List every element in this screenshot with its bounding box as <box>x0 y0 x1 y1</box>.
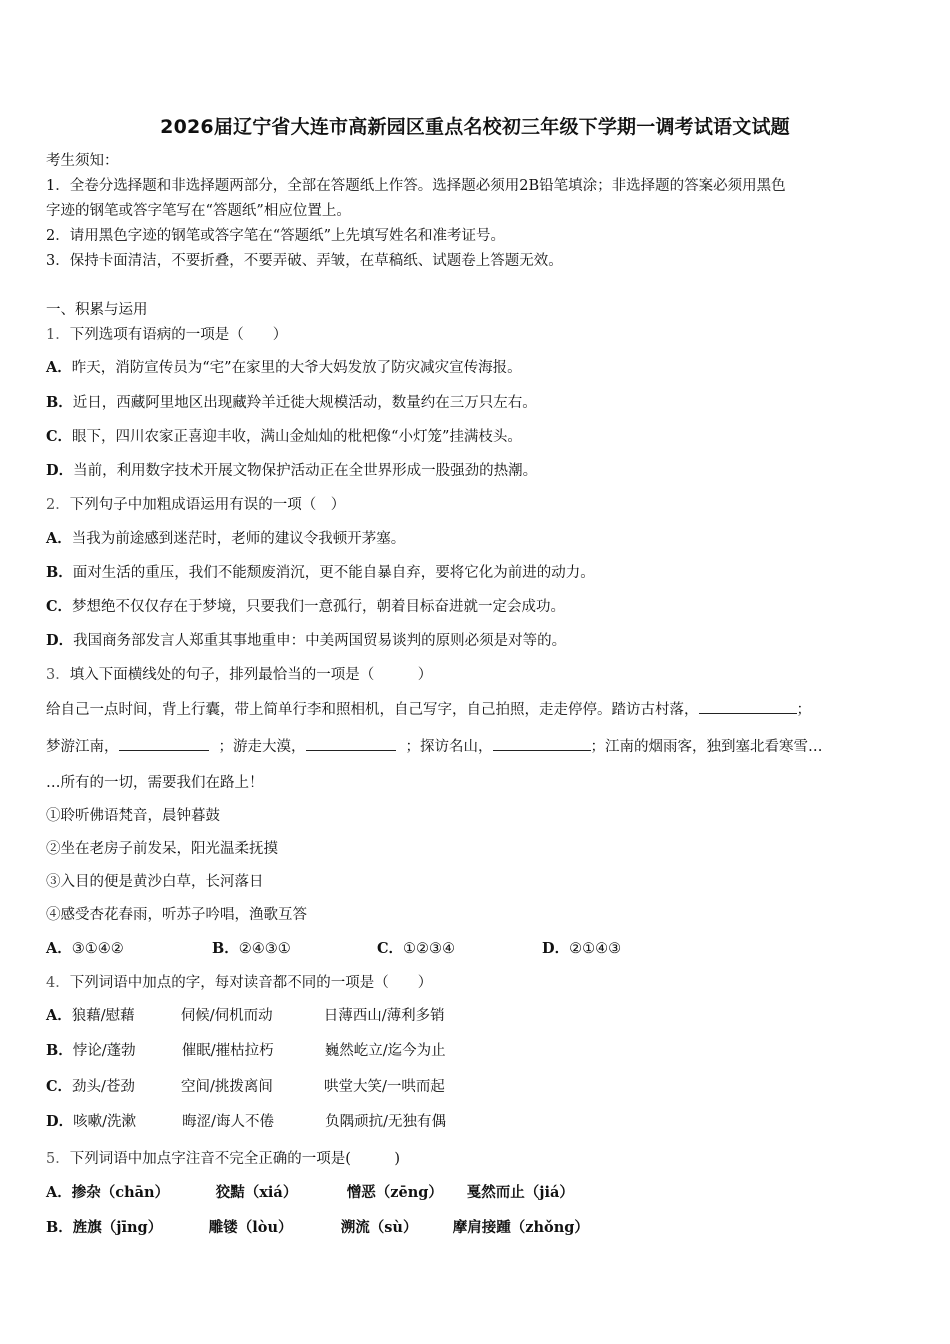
option-text: 当我为前途感到迷茫时，老师的建议令我顿开茅塞。 <box>71 531 406 547</box>
question-3-stem <box>46 665 432 685</box>
question-3-option-d <box>542 939 621 959</box>
question-2-option-c <box>46 597 565 617</box>
word-pinyin: 摩肩接踵（zhǒng） <box>452 1219 589 1236</box>
option-label: C． <box>46 428 73 445</box>
passage-text: ；探访名山， <box>405 739 493 755</box>
option-label: B． <box>212 940 239 957</box>
option-text: 昨天，消防宣传员为“宅”在家里的大爷大妈发放了防灾减灾宣传海报。 <box>71 360 522 376</box>
section-heading: 一、积累与运用 <box>46 302 148 318</box>
option-label: C． <box>46 598 73 615</box>
passage-text: ； <box>796 702 811 718</box>
question-3-sentence-4: ④感受杏花春雨，听苏子吟唱，渔歌互答 <box>46 907 307 923</box>
notice-item-1-line-2: 字迹的钢笔或答字笔写在“答题纸”相应位置上。 <box>46 203 351 219</box>
question-3-sentence-1: ①聆听佛语梵音，晨钟暮鼓 <box>46 808 220 824</box>
word-pair: 劲头/苍劲 <box>72 1079 135 1095</box>
word-pair: 哄堂大笑/一哄而起 <box>324 1079 445 1095</box>
option-label: A． <box>46 1007 72 1024</box>
passage-text: 给自己一点时间，背上行囊，带上简单行李和照相机，自己写字，自己拍照，走走停停。踏访古村落， <box>46 702 699 718</box>
option-text: ③①④② <box>71 941 124 957</box>
option-text: 梦想绝不仅仅存在于梦境，只要我们一意孤行，朝着目标奋进就一定会成功。 <box>72 599 566 615</box>
question-1-option-c <box>46 427 522 447</box>
answer-blank[interactable] <box>699 699 797 714</box>
option-text: ②④③① <box>238 941 291 957</box>
option-label: A． <box>46 940 72 957</box>
question-4-option-d <box>46 1112 446 1132</box>
question-3-passage-line-1 <box>46 699 811 720</box>
word-pair: 狼藉/慰藉 <box>71 1008 135 1024</box>
question-3-option-a <box>46 939 212 959</box>
question-5-stem <box>46 1149 400 1169</box>
notice-item-2: 2．请用黑色字迹的钢笔或答字笔在“答题纸”上先填写姓名和准考证号。 <box>46 228 506 244</box>
option-text: 眼下，四川农家正喜迎丰收，满山金灿灿的枇杷像“小灯笼”挂满枝头。 <box>72 429 522 445</box>
word-pinyin: 溯流（sù） <box>340 1219 418 1236</box>
question-5-option-a <box>46 1183 574 1203</box>
word-pair: 伺候/伺机而动 <box>180 1008 273 1024</box>
question-text: 下列词语中加点的字，每对读音都不同的一项是（ ） <box>69 975 433 991</box>
question-1-option-d <box>46 461 537 481</box>
option-label: D． <box>46 462 74 479</box>
option-text: ②①④③ <box>569 941 622 957</box>
word-pair: 空间/挑拨离间 <box>181 1079 273 1095</box>
word-pair: 负隅顽抗/无独有偶 <box>325 1114 446 1130</box>
answer-blank[interactable] <box>119 736 209 751</box>
option-label: B． <box>46 394 73 411</box>
option-label: B． <box>46 564 73 581</box>
word-pinyin: 戛然而止（jiá） <box>466 1184 574 1201</box>
option-text: 我国商务部发言人郑重其事地重申：中美两国贸易谈判的原则必须是对等的。 <box>73 633 567 649</box>
word-pair: 巍然屹立/迄今为止 <box>324 1043 446 1059</box>
option-label: B． <box>46 1219 73 1236</box>
question-3-sentence-3: ③入目的便是黄沙白草，长河落日 <box>46 874 264 890</box>
question-1-option-b <box>46 393 537 413</box>
word-pinyin: 狡黠（xiá） <box>215 1184 298 1201</box>
word-pair: 咳嗽/洗漱 <box>73 1114 136 1130</box>
question-number: 2． <box>46 497 70 513</box>
question-4-option-a <box>46 1006 445 1026</box>
question-text: 填入下面横线处的句子，排列最恰当的一项是（ ） <box>69 667 433 683</box>
word-pinyin: 旌旗（jīng） <box>72 1219 163 1236</box>
page-title: 2026届辽宁省大连市高新园区重点名校初三年级下学期一调考试语文试题 <box>160 116 790 138</box>
question-number: 5． <box>46 1151 70 1167</box>
notice-heading: 考生须知： <box>46 153 119 169</box>
option-label: A． <box>46 359 72 376</box>
option-label: C． <box>46 1078 73 1095</box>
question-number: 3． <box>46 667 70 683</box>
question-3-option-c <box>377 939 542 959</box>
option-label: D． <box>46 632 74 649</box>
word-pinyin: 雕镂（lòu） <box>208 1219 293 1236</box>
option-label: D． <box>542 940 570 957</box>
answer-blank[interactable] <box>493 736 591 751</box>
word-pair: 晦涩/诲人不倦 <box>182 1114 274 1130</box>
question-2-stem <box>46 495 345 515</box>
question-text: 下列词语中加点字注音不完全正确的一项是( ) <box>69 1151 401 1167</box>
question-3-passage-line-3: …所有的一切，需要我们在路上！ <box>46 775 264 791</box>
question-3-option-b <box>212 939 377 959</box>
notice-item-3: 3．保持卡面清洁，不要折叠，不要弄破、弄皱，在草稿纸、试题卷上答题无效。 <box>46 253 563 269</box>
option-label: B． <box>46 1042 73 1059</box>
answer-blank[interactable] <box>306 736 396 751</box>
question-text: 下列句子中加粗成语运用有误的一项（ ） <box>69 497 346 513</box>
word-pair: 催眠/摧枯拉朽 <box>181 1043 274 1059</box>
question-3-passage-line-2 <box>46 736 823 757</box>
question-2-option-d <box>46 631 566 651</box>
option-text: 面对生活的重压，我们不能颓废消沉，更不能自暴自弃，要将它化为前进的动力。 <box>72 565 595 581</box>
passage-text: ；江南的烟雨客，独到塞北看寒雪… <box>590 739 823 755</box>
question-2-option-a <box>46 529 405 549</box>
question-5-option-b <box>46 1218 589 1238</box>
word-pair: 悖论/蓬勃 <box>72 1043 136 1059</box>
word-pinyin: 掺杂（chān） <box>71 1184 170 1201</box>
question-4-stem <box>46 973 432 993</box>
option-text: 近日，西藏阿里地区出现藏羚羊迁徙大规模活动，数量约在三万只左右。 <box>72 395 537 411</box>
passage-text: 梦游江南， <box>46 739 119 755</box>
notice-item-1-line-1: 1．全卷分选择题和非选择题两部分，全部在答题纸上作答。选择题必须用2B铅笔填涂；非选择题的答案必须用黑色 <box>46 178 786 194</box>
option-label: A． <box>46 1184 72 1201</box>
question-3-sentence-2: ②坐在老房子前发呆，阳光温柔抚摸 <box>46 841 278 857</box>
word-pair: 日薄西山/薄利多销 <box>323 1008 445 1024</box>
question-number: 1． <box>46 327 70 343</box>
option-text: ①②③④ <box>403 941 456 957</box>
option-label: C． <box>377 940 404 957</box>
question-2-option-b <box>46 563 595 583</box>
word-pinyin: 憎恶（zēng） <box>346 1184 443 1201</box>
question-number: 4． <box>46 975 70 991</box>
passage-text: ；游走大漠， <box>218 739 306 755</box>
question-4-option-c <box>46 1077 445 1097</box>
option-label: A． <box>46 530 72 547</box>
question-text: 下列选项有语病的一项是（ ） <box>69 327 288 343</box>
option-label: D． <box>46 1113 74 1130</box>
question-1-stem <box>46 325 287 345</box>
question-3-options <box>46 939 621 959</box>
question-4-option-b <box>46 1041 446 1061</box>
option-text: 当前，利用数字技术开展文物保护活动正在全世界形成一股强劲的热潮。 <box>73 463 538 479</box>
question-1-option-a <box>46 358 522 378</box>
